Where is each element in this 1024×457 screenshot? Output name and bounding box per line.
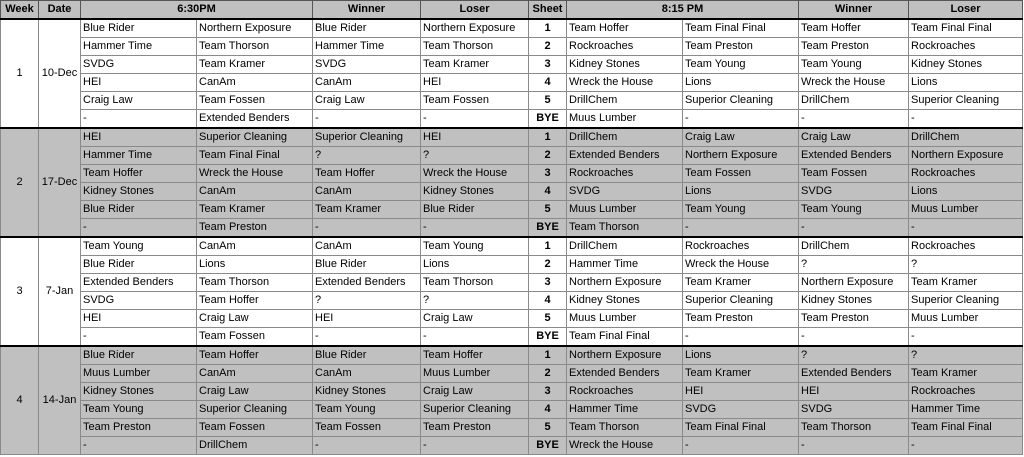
table-row — [1, 38, 1023, 56]
late-loser-cell: Team Kramer — [909, 365, 1023, 383]
late-team-b-cell: Team Preston — [683, 310, 799, 328]
team-b-cell: Team Thorson — [197, 274, 313, 292]
table-row — [1, 56, 1023, 74]
header-late-loser: Loser — [909, 1, 1023, 20]
late-winner-cell: SVDG — [799, 401, 909, 419]
team-a-cell: - — [81, 437, 197, 455]
late-team-a-cell: Team Thorson — [567, 219, 683, 238]
late-loser-cell: Rockroaches — [909, 383, 1023, 401]
late-loser-cell: Lions — [909, 183, 1023, 201]
table-row — [1, 328, 1023, 347]
late-loser-cell: - — [909, 110, 1023, 129]
early-winner-cell: SVDG — [313, 56, 421, 74]
early-winner-cell: Craig Law — [313, 92, 421, 110]
late-winner-cell: Wreck the House — [799, 74, 909, 92]
late-loser-cell: ? — [909, 256, 1023, 274]
late-loser-cell: - — [909, 437, 1023, 455]
early-loser-cell: Muus Lumber — [421, 365, 529, 383]
team-a-cell: HEI — [81, 74, 197, 92]
early-loser-cell: Team Kramer — [421, 56, 529, 74]
early-loser-cell: HEI — [421, 128, 529, 147]
late-loser-cell: Superior Cleaning — [909, 92, 1023, 110]
date-cell: 17-Dec — [39, 128, 81, 237]
table-row — [1, 437, 1023, 455]
late-winner-cell: DrillChem — [799, 237, 909, 256]
team-a-cell: SVDG — [81, 292, 197, 310]
team-b-cell: Team Kramer — [197, 56, 313, 74]
late-winner-cell: Craig Law — [799, 128, 909, 147]
late-team-a-cell: Muus Lumber — [567, 110, 683, 129]
team-b-cell: Wreck the House — [197, 165, 313, 183]
late-winner-cell: Extended Benders — [799, 365, 909, 383]
sheet-cell: 5 — [529, 92, 567, 110]
early-winner-cell: Blue Rider — [313, 256, 421, 274]
early-loser-cell: Craig Law — [421, 383, 529, 401]
date-cell: 7-Jan — [39, 237, 81, 346]
week-cell: 1 — [1, 19, 39, 128]
late-team-b-cell: Northern Exposure — [683, 147, 799, 165]
late-team-a-cell: Kidney Stones — [567, 292, 683, 310]
late-loser-cell: Hammer Time — [909, 401, 1023, 419]
late-team-a-cell: DrillChem — [567, 128, 683, 147]
late-team-a-cell: Northern Exposure — [567, 274, 683, 292]
late-loser-cell: - — [909, 219, 1023, 238]
late-winner-cell: ? — [799, 256, 909, 274]
early-loser-cell: Lions — [421, 256, 529, 274]
header-late-time: 8:15 PM — [567, 1, 799, 20]
team-b-cell: Team Fossen — [197, 92, 313, 110]
team-a-cell: HEI — [81, 128, 197, 147]
late-team-a-cell: Team Thorson — [567, 419, 683, 437]
late-winner-cell: DrillChem — [799, 92, 909, 110]
team-b-cell: Team Fossen — [197, 328, 313, 347]
table-row — [1, 237, 1023, 256]
date-cell: 10-Dec — [39, 19, 81, 128]
late-team-b-cell: Team Young — [683, 201, 799, 219]
week-cell: 4 — [1, 346, 39, 455]
sheet-cell: 1 — [529, 128, 567, 147]
header-sheet: Sheet — [529, 1, 567, 20]
header-date: Date — [39, 1, 81, 20]
early-winner-cell: Superior Cleaning — [313, 128, 421, 147]
team-b-cell: CanAm — [197, 74, 313, 92]
early-winner-cell: Blue Rider — [313, 346, 421, 365]
sheet-cell: 5 — [529, 310, 567, 328]
sheet-cell: 2 — [529, 365, 567, 383]
sheet-cell: BYE — [529, 219, 567, 238]
late-winner-cell: Team Thorson — [799, 419, 909, 437]
late-winner-cell: - — [799, 110, 909, 129]
late-loser-cell: Kidney Stones — [909, 56, 1023, 74]
early-winner-cell: - — [313, 437, 421, 455]
sheet-cell: 3 — [529, 56, 567, 74]
sheet-cell: 4 — [529, 401, 567, 419]
schedule-body — [1, 19, 1023, 455]
late-team-b-cell: Superior Cleaning — [683, 92, 799, 110]
late-loser-cell: Lions — [909, 74, 1023, 92]
team-a-cell: SVDG — [81, 56, 197, 74]
sheet-cell: BYE — [529, 110, 567, 129]
late-winner-cell: Extended Benders — [799, 147, 909, 165]
header-late-winner: Winner — [799, 1, 909, 20]
team-a-cell: Kidney Stones — [81, 383, 197, 401]
table-row — [1, 110, 1023, 129]
team-a-cell: Muus Lumber — [81, 365, 197, 383]
late-loser-cell: Muus Lumber — [909, 201, 1023, 219]
early-loser-cell: Craig Law — [421, 310, 529, 328]
early-winner-cell: Blue Rider — [313, 19, 421, 38]
team-b-cell: Extended Benders — [197, 110, 313, 129]
date-cell: 14-Jan — [39, 346, 81, 455]
early-winner-cell: HEI — [313, 310, 421, 328]
team-a-cell: Team Young — [81, 401, 197, 419]
team-b-cell: Team Hoffer — [197, 346, 313, 365]
late-team-a-cell: Extended Benders — [567, 147, 683, 165]
team-b-cell: Craig Law — [197, 310, 313, 328]
early-winner-cell: Extended Benders — [313, 274, 421, 292]
late-team-a-cell: DrillChem — [567, 92, 683, 110]
early-winner-cell: CanAm — [313, 183, 421, 201]
team-a-cell: Craig Law — [81, 92, 197, 110]
late-team-b-cell: Wreck the House — [683, 256, 799, 274]
sheet-cell: 4 — [529, 292, 567, 310]
early-winner-cell: Kidney Stones — [313, 383, 421, 401]
early-loser-cell: HEI — [421, 74, 529, 92]
header-early-winner: Winner — [313, 1, 421, 20]
late-loser-cell: Team Final Final — [909, 419, 1023, 437]
table-row — [1, 219, 1023, 238]
early-winner-cell: Team Fossen — [313, 419, 421, 437]
team-a-cell: Hammer Time — [81, 38, 197, 56]
late-loser-cell: Rockroaches — [909, 38, 1023, 56]
early-loser-cell: - — [421, 437, 529, 455]
late-winner-cell: Team Preston — [799, 38, 909, 56]
table-row — [1, 310, 1023, 328]
header-early-time: 6:30PM — [81, 1, 313, 20]
late-team-a-cell: Wreck the House — [567, 74, 683, 92]
team-a-cell: HEI — [81, 310, 197, 328]
sheet-cell: 4 — [529, 74, 567, 92]
team-a-cell: Extended Benders — [81, 274, 197, 292]
sheet-cell: 2 — [529, 38, 567, 56]
late-team-a-cell: Rockroaches — [567, 383, 683, 401]
late-winner-cell: - — [799, 328, 909, 347]
table-row — [1, 19, 1023, 38]
early-winner-cell: - — [313, 110, 421, 129]
late-winner-cell: - — [799, 437, 909, 455]
team-b-cell: CanAm — [197, 237, 313, 256]
late-team-b-cell: HEI — [683, 383, 799, 401]
late-team-a-cell: Muus Lumber — [567, 310, 683, 328]
table-row — [1, 419, 1023, 437]
late-team-b-cell: Team Final Final — [683, 419, 799, 437]
sheet-cell: 1 — [529, 19, 567, 38]
late-winner-cell: Team Young — [799, 56, 909, 74]
late-team-b-cell: - — [683, 219, 799, 238]
early-winner-cell: - — [313, 328, 421, 347]
late-winner-cell: Team Preston — [799, 310, 909, 328]
late-winner-cell: Northern Exposure — [799, 274, 909, 292]
late-winner-cell: Team Hoffer — [799, 19, 909, 38]
team-b-cell: Superior Cleaning — [197, 401, 313, 419]
early-loser-cell: Blue Rider — [421, 201, 529, 219]
late-team-a-cell: Hammer Time — [567, 401, 683, 419]
table-row — [1, 365, 1023, 383]
sheet-cell: 5 — [529, 419, 567, 437]
early-winner-cell: - — [313, 219, 421, 238]
late-team-a-cell: Hammer Time — [567, 256, 683, 274]
late-team-b-cell: SVDG — [683, 401, 799, 419]
team-b-cell: Superior Cleaning — [197, 128, 313, 147]
early-winner-cell: Team Kramer — [313, 201, 421, 219]
header-week: Week — [1, 1, 39, 20]
sheet-cell: BYE — [529, 328, 567, 347]
late-team-b-cell: Team Kramer — [683, 365, 799, 383]
late-team-b-cell: Lions — [683, 74, 799, 92]
late-winner-cell: Team Young — [799, 201, 909, 219]
late-winner-cell: - — [799, 219, 909, 238]
table-row — [1, 183, 1023, 201]
team-a-cell: Blue Rider — [81, 201, 197, 219]
early-loser-cell: Team Young — [421, 237, 529, 256]
late-winner-cell: SVDG — [799, 183, 909, 201]
late-team-a-cell: Team Final Final — [567, 328, 683, 347]
early-loser-cell: - — [421, 110, 529, 129]
late-team-b-cell: Lions — [683, 346, 799, 365]
early-winner-cell: Team Young — [313, 401, 421, 419]
late-loser-cell: DrillChem — [909, 128, 1023, 147]
team-b-cell: Craig Law — [197, 383, 313, 401]
late-team-b-cell: - — [683, 328, 799, 347]
early-loser-cell: Wreck the House — [421, 165, 529, 183]
early-loser-cell: Team Fossen — [421, 92, 529, 110]
team-b-cell: Northern Exposure — [197, 19, 313, 38]
team-a-cell: Hammer Time — [81, 147, 197, 165]
early-winner-cell: CanAm — [313, 74, 421, 92]
team-b-cell: Lions — [197, 256, 313, 274]
table-row — [1, 201, 1023, 219]
header-early-loser: Loser — [421, 1, 529, 20]
team-b-cell: CanAm — [197, 365, 313, 383]
sheet-cell: 2 — [529, 147, 567, 165]
team-a-cell: Blue Rider — [81, 256, 197, 274]
late-team-a-cell: Rockroaches — [567, 165, 683, 183]
sheet-cell: BYE — [529, 437, 567, 455]
late-loser-cell: Team Kramer — [909, 274, 1023, 292]
sheet-cell: 3 — [529, 383, 567, 401]
early-loser-cell: ? — [421, 292, 529, 310]
table-row — [1, 147, 1023, 165]
early-winner-cell: Team Hoffer — [313, 165, 421, 183]
late-team-b-cell: Craig Law — [683, 128, 799, 147]
late-loser-cell: Muus Lumber — [909, 310, 1023, 328]
table-row — [1, 274, 1023, 292]
team-b-cell: Team Thorson — [197, 38, 313, 56]
team-a-cell: Kidney Stones — [81, 183, 197, 201]
late-team-b-cell: Rockroaches — [683, 237, 799, 256]
late-loser-cell: Rockroaches — [909, 237, 1023, 256]
team-a-cell: - — [81, 328, 197, 347]
late-team-b-cell: Team Young — [683, 56, 799, 74]
late-team-a-cell: Kidney Stones — [567, 56, 683, 74]
early-loser-cell: Superior Cleaning — [421, 401, 529, 419]
late-team-b-cell: Superior Cleaning — [683, 292, 799, 310]
late-team-a-cell: Muus Lumber — [567, 201, 683, 219]
late-loser-cell: Team Final Final — [909, 19, 1023, 38]
early-loser-cell: Team Thorson — [421, 274, 529, 292]
late-loser-cell: - — [909, 328, 1023, 347]
early-winner-cell: Hammer Time — [313, 38, 421, 56]
early-winner-cell: CanAm — [313, 365, 421, 383]
sheet-cell: 1 — [529, 346, 567, 365]
late-winner-cell: HEI — [799, 383, 909, 401]
early-loser-cell: Team Preston — [421, 419, 529, 437]
sheet-cell: 1 — [529, 237, 567, 256]
week-cell: 2 — [1, 128, 39, 237]
team-b-cell: Team Fossen — [197, 419, 313, 437]
table-row — [1, 292, 1023, 310]
early-loser-cell: - — [421, 219, 529, 238]
team-a-cell: Team Young — [81, 237, 197, 256]
table-row — [1, 383, 1023, 401]
early-loser-cell: Team Hoffer — [421, 346, 529, 365]
table-row — [1, 128, 1023, 147]
late-team-b-cell: Team Final Final — [683, 19, 799, 38]
table-row — [1, 92, 1023, 110]
early-loser-cell: ? — [421, 147, 529, 165]
late-team-b-cell: Team Kramer — [683, 274, 799, 292]
team-b-cell: Team Final Final — [197, 147, 313, 165]
team-b-cell: Team Kramer — [197, 201, 313, 219]
late-loser-cell: Rockroaches — [909, 165, 1023, 183]
sheet-cell: 2 — [529, 256, 567, 274]
late-team-a-cell: Northern Exposure — [567, 346, 683, 365]
sheet-cell: 5 — [529, 201, 567, 219]
late-team-b-cell: Team Fossen — [683, 165, 799, 183]
late-team-a-cell: Rockroaches — [567, 38, 683, 56]
late-team-a-cell: Team Hoffer — [567, 19, 683, 38]
table-row — [1, 74, 1023, 92]
late-team-a-cell: Extended Benders — [567, 365, 683, 383]
late-team-b-cell: - — [683, 110, 799, 129]
late-team-a-cell: Wreck the House — [567, 437, 683, 455]
table-row — [1, 165, 1023, 183]
late-loser-cell: ? — [909, 346, 1023, 365]
early-winner-cell: CanAm — [313, 237, 421, 256]
late-winner-cell: Kidney Stones — [799, 292, 909, 310]
late-team-a-cell: DrillChem — [567, 237, 683, 256]
table-row — [1, 346, 1023, 365]
sheet-cell: 3 — [529, 165, 567, 183]
early-loser-cell: - — [421, 328, 529, 347]
early-winner-cell: ? — [313, 292, 421, 310]
week-cell: 3 — [1, 237, 39, 346]
team-a-cell: Team Hoffer — [81, 165, 197, 183]
late-team-b-cell: Lions — [683, 183, 799, 201]
header-row — [1, 1, 1023, 20]
table-row — [1, 256, 1023, 274]
late-winner-cell: ? — [799, 346, 909, 365]
sheet-cell: 4 — [529, 183, 567, 201]
team-b-cell: Team Hoffer — [197, 292, 313, 310]
late-loser-cell: Superior Cleaning — [909, 292, 1023, 310]
team-a-cell: Blue Rider — [81, 19, 197, 38]
team-b-cell: DrillChem — [197, 437, 313, 455]
team-a-cell: Blue Rider — [81, 346, 197, 365]
sheet-cell: 3 — [529, 274, 567, 292]
team-b-cell: Team Preston — [197, 219, 313, 238]
team-a-cell: Team Preston — [81, 419, 197, 437]
table-row — [1, 401, 1023, 419]
late-team-b-cell: Team Preston — [683, 38, 799, 56]
early-winner-cell: ? — [313, 147, 421, 165]
late-team-a-cell: SVDG — [567, 183, 683, 201]
late-winner-cell: Team Fossen — [799, 165, 909, 183]
early-loser-cell: Team Thorson — [421, 38, 529, 56]
team-a-cell: - — [81, 110, 197, 129]
late-loser-cell: Northern Exposure — [909, 147, 1023, 165]
early-loser-cell: Northern Exposure — [421, 19, 529, 38]
team-b-cell: CanAm — [197, 183, 313, 201]
early-loser-cell: Kidney Stones — [421, 183, 529, 201]
team-a-cell: - — [81, 219, 197, 238]
late-team-b-cell: - — [683, 437, 799, 455]
